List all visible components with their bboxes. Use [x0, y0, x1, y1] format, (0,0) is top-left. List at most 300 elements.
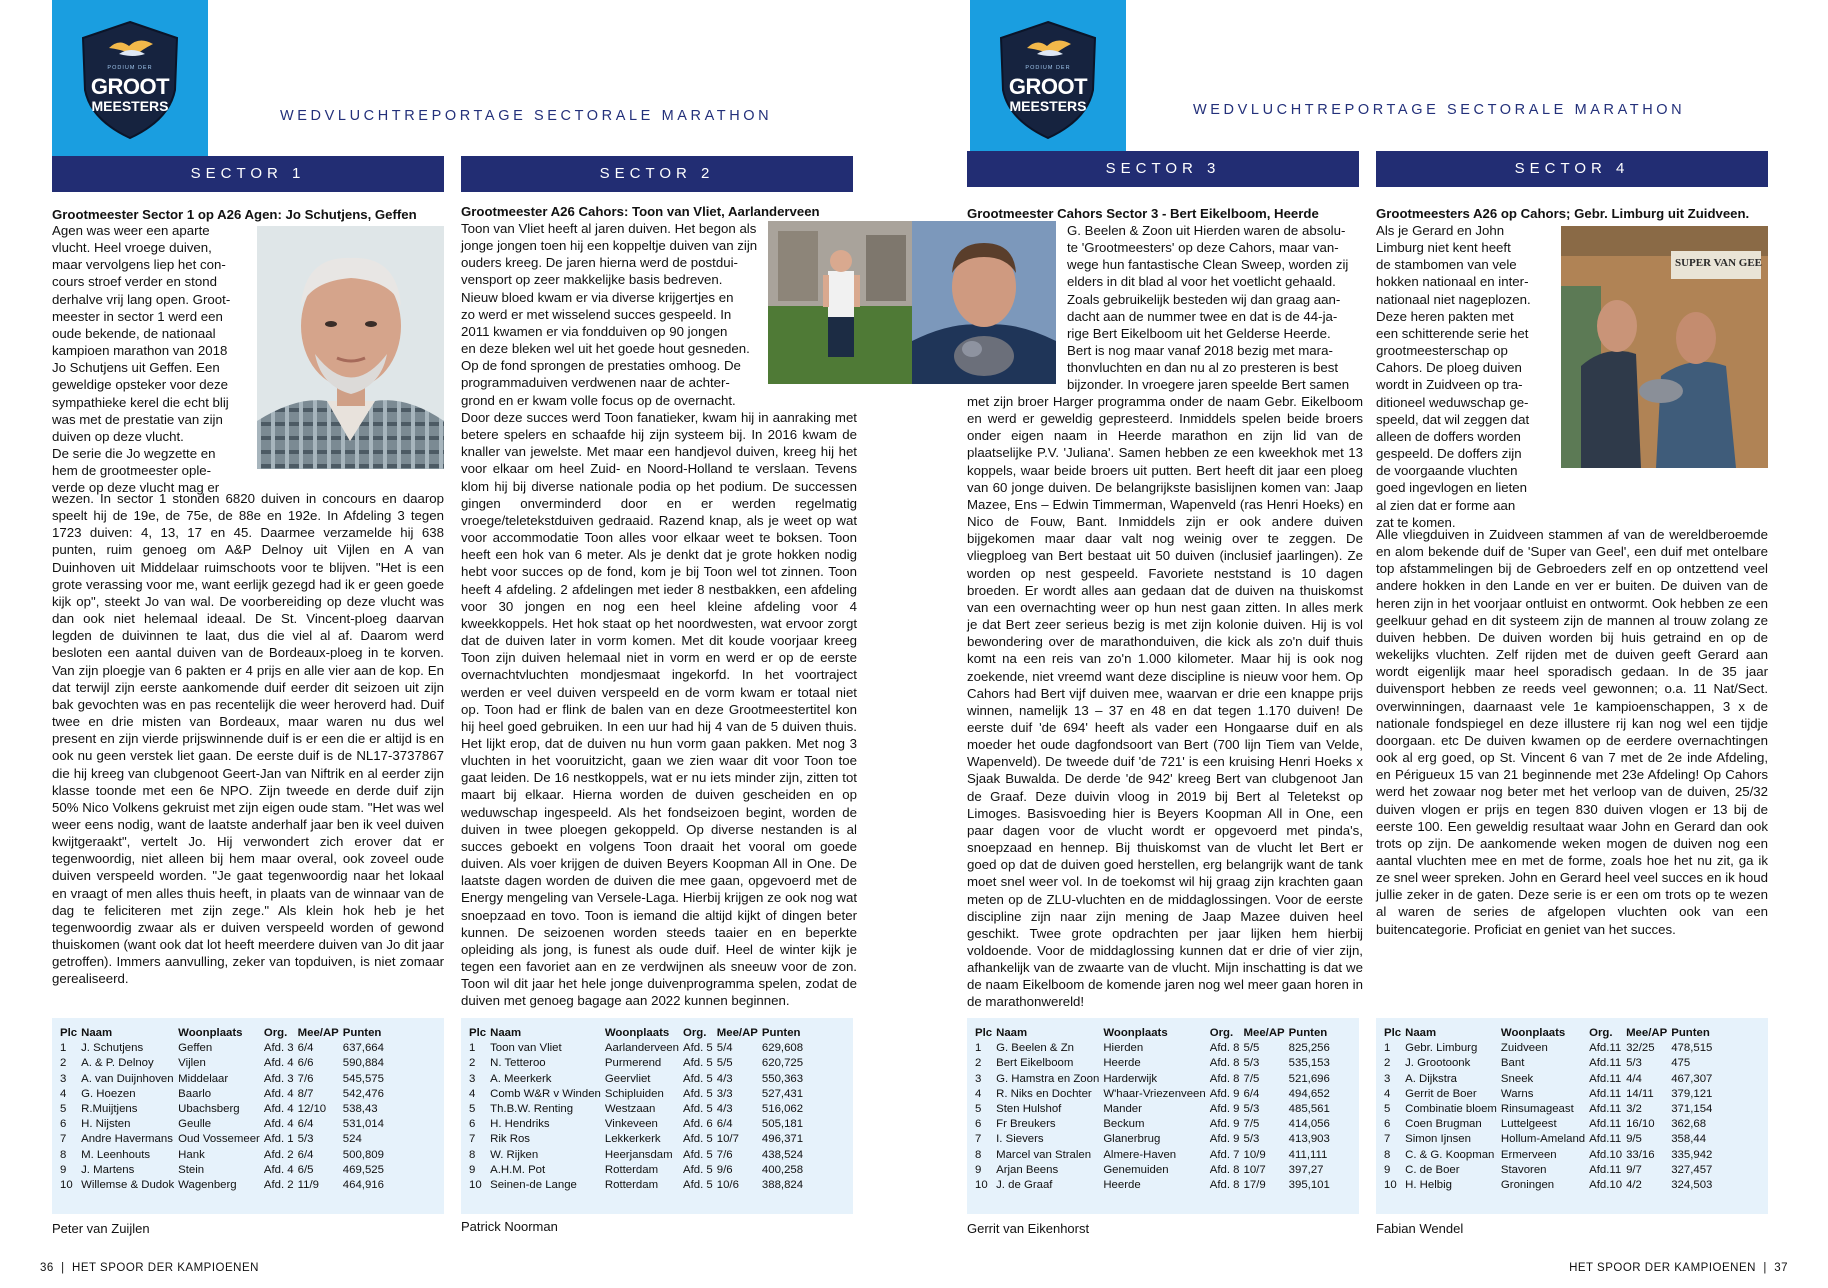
- sector-1-title: Grootmeester Sector 1 op A26 Agen: Jo Schutjens, Geffen: [52, 207, 417, 222]
- table-cell: 5/3: [297, 1133, 314, 1146]
- table-cell: Vijlen: [178, 1057, 206, 1070]
- table-cell: Seinen-de Lange: [490, 1179, 577, 1192]
- table-row: [975, 1178, 1334, 1193]
- table-cell: R.Muijtjens: [81, 1103, 138, 1116]
- column-header: Naam: [490, 1027, 522, 1039]
- table-cell: Ermerveen: [1500, 1148, 1557, 1161]
- table-row: [1384, 1072, 1716, 1087]
- table-cell: Hierden: [1103, 1042, 1144, 1055]
- table-cell: 7/6: [716, 1148, 733, 1161]
- table-cell: 12/10: [297, 1103, 327, 1116]
- table-cell: 5/5: [1243, 1042, 1260, 1055]
- table-cell: 590,884: [342, 1057, 384, 1070]
- table-cell: 10: [60, 1179, 73, 1192]
- table-cell: 32/25: [1626, 1042, 1655, 1055]
- table-cell: 395,101: [1288, 1179, 1330, 1192]
- intro-line: De serie die Jo wegzette en: [52, 446, 216, 462]
- intro-line: Jo Schutjens uit Geffen. Een: [52, 360, 220, 376]
- table-cell: Afd. 5: [682, 1057, 713, 1070]
- intro-line: wordt in Zuidveen op tra-: [1376, 377, 1523, 393]
- table-row: [975, 1041, 1334, 1056]
- results-table: [975, 1026, 1334, 1193]
- photo-sign-text: SUPER VAN GEE: [1675, 257, 1763, 269]
- table-cell: 6/5: [297, 1163, 314, 1176]
- column-header: Org.: [682, 1027, 707, 1039]
- table-cell: Afd.11: [1589, 1118, 1622, 1131]
- table-cell: Afd. 4: [263, 1118, 294, 1131]
- table-cell: 9: [975, 1163, 982, 1176]
- table-row: [60, 1132, 388, 1147]
- table-cell: Ubachsberg: [178, 1103, 240, 1116]
- table-cell: 6: [469, 1118, 476, 1131]
- table-cell: 4: [469, 1087, 476, 1100]
- table-row: [469, 1148, 807, 1163]
- table-header-row: [975, 1026, 1334, 1041]
- sector-4-intro: [1376, 222, 1556, 531]
- table-row: [469, 1178, 807, 1193]
- column-header: Punten: [1671, 1027, 1710, 1039]
- column-header: Mee/AP: [716, 1027, 758, 1039]
- table-cell: 6: [1384, 1118, 1391, 1131]
- table-row: [60, 1056, 388, 1071]
- column-header: Org.: [1589, 1027, 1613, 1039]
- column-header: Woonplaats: [1500, 1027, 1566, 1039]
- table-cell: Almere-Haven: [1103, 1148, 1177, 1161]
- table-cell: 7: [1384, 1133, 1391, 1146]
- table-cell: 8: [975, 1148, 982, 1161]
- table-cell: Rik Ros: [490, 1133, 530, 1146]
- table-cell: 3: [60, 1072, 67, 1085]
- sector-4-body: Alle vliegduiven in Zuidveen stammen af van de wereldberoemde en alom bekende duif de 'Super van Geel', een duif met ontelbare top afstammelingen bij de Gebroeders zelf en op ontzettend veel andere hokken in den Lande en ver er buiten. De duiven van de heren zijn in het voorjaar ontluist en ontwormt. Ook hebben ze een geelkuur gehad en dit systeem zijn de mannen al trouw zolang ze duiven hebben. De duiven worden bij huis getraind en op de wekelijks vluchten. Zelf rijden met de duiven geeft Gerard aan wordt eigenlijk maar heel sporadisch gedaan. In de 35 jaar duivensport hebben ze reeds veel gewonnen; o.a. 11 Nat/Sect. overwinningen, daarnaast vele 1e kampioenschappen, 3 x de nationale fondspiegel en deze illustere rij kan nog wel een tijdje doorgaan. etc De duiven kwamen op de eerdere overnachtingen ook al erg goed, op St. Vincent 6 van 7 met de 2e inde Afdeling, en Périgueux 15 van 21 beginnende met 23e Afdeling! Op Cahors werd het zowaar nog beter met het verloop van de duiven, 25/32 duiven vlogen er prijs en tegen 830 duiven vlogen er 13 bij de eerste 100. Een geweldig resultaat waar John en Gerard dan ook trots op zijn. De aankomende weken mogen de duiven nog een aantal vluchten mee en met de forme, zoals hoe het nu zit, ga ik ze snel weer spreken. John en Gerard heel veel succes en ik houd jullie zeker in de gaten. Deze serie is er een om trots op te wezen al waren de series de afgelopen vluchten ook van een buitencategorie. Proficiat en geniet van het succes.: [1376, 527, 1768, 937]
- sector-3-body: met zijn broer Harger programma onder de naam Gebr. Eikelboom en werd er geweldig gepresteerd. Inmiddels spelen beide broers onder eigen naam in Heerde marathon en zijn lid van de plaatselijke P.V. 'Juliana'. Samen hebben ze een kweekhok met 13 koppels, waar beide broers uit putten. Bert heeft dit jaar een ploeg van 60 jonge duiven. De belangrijkste basislijnen komen van: Jaap Mazee, Ens – Edwin Timmerman, Wapenveld (ras Henri Hoeks) en Nico de Fouw, Bant. Inmiddels zijn er ook andere duiven bijgekomen maar daar valt nog weinig over te zeggen. De vliegploeg van Bert bestaat uit 50 duiven (inclusief jaarlingen). Ze worden op nest gespeeld. Favoriete neststand is 10 dagen broeden. Er wordt alles aan gedaan dat de duiven na thuiskomst van een overnachting weer op hun nest gaan zitten. In alles merk je dat Bert zeer serieus bezig is met zijn kolonie duiven. Hij is vol bewondering over de marathonduiven, die kick als zo'n duif thuis komt na een reis van zo'n 1.000 kilometer. Maar hij is ook nog zoekende, niet vreemd want deze discipline is nieuw voor hem. Op Cahors had Bert vijf duiven mee, waarvan er drie een knappe prijs winnen, namelijk 13 – 37 en 48 en dat tegen 1.170 duiven! De eerste duif 'de 694' heeft als vader een Hongaarse duif en als moeder het oude dagfondsoort van Bert (700 lijn Tiem van Velde, Wapenveld). De tweede duif 'de 721' is een kruising Henri Hoeks x Sjaak Buwalda. De derde 'de 942' kreeg Bert van clubgenoot Jan de Graaf. Deze duivin vloog in 2019 bij Bert al Teletekst op Limoges. Basisvoeding hier is Beyers Koopman All in One, een paar dagen voor de vlucht wordt er opgevoerd met pinda's, snoepzaad en hennep. Bij thuiskomst van de vlucht let Bert er goed op dat de duiven goed herstellen, erg belangrijk want de tank moet snel weer vol. In de toekomst wil hij graag zijn krachten gaan meten op de ZLU-vluchten en de middaglossingen. Voor de eerste discipline zijn naar zijn mening de Jaap Mazee duiven heel geschikt. Twee grote opdrachten per jaar lijken hem hierbij voldoende. Voor de middaglossing kunnen dat er drie of vier zijn, afhankelijk van de zwaarte van de vlucht. Mijn inschatting is dat we de naam Eikelboom de komende jaren nog wel meer gaan horen in de marathonwereld!: [967, 394, 1363, 1010]
- table-cell: 4/4: [1626, 1072, 1642, 1085]
- table-cell: Purmerend: [604, 1057, 662, 1070]
- column-header: Mee/AP: [297, 1027, 339, 1039]
- table-cell: A. & P. Delnoy: [81, 1057, 154, 1070]
- table-row: [60, 1178, 388, 1193]
- table-cell: 379,121: [1671, 1087, 1713, 1100]
- table-row: [469, 1041, 807, 1056]
- table-cell: Harderwijk: [1103, 1072, 1158, 1085]
- table-row: [469, 1117, 807, 1132]
- table-cell: Geervliet: [604, 1072, 651, 1085]
- table-cell: J. de Graaf: [996, 1179, 1053, 1192]
- table-cell: 7/5: [1243, 1118, 1260, 1131]
- intro-line: een schitterende serie het: [1376, 325, 1529, 341]
- table-cell: Rotterdam: [604, 1163, 659, 1176]
- table-cell: A. Meerkerk: [490, 1072, 552, 1085]
- table-row: [1384, 1132, 1716, 1147]
- table-cell: 16/10: [1626, 1118, 1655, 1131]
- logo-text-line2: MEESTERS: [1009, 98, 1087, 114]
- logo-small-text: PODIUM DER: [107, 65, 153, 71]
- table-cell: Afd. 8: [1209, 1179, 1240, 1192]
- table-cell: H. Nijsten: [81, 1118, 131, 1131]
- intro-line: kampioen marathon van 2018: [52, 343, 228, 359]
- table-cell: 335,942: [1671, 1148, 1713, 1161]
- table-cell: Andre Havermans: [81, 1133, 173, 1146]
- table-cell: Stavoren: [1500, 1163, 1547, 1176]
- column-header: Woonplaats: [178, 1027, 243, 1039]
- table-cell: R. Niks en Dochter: [996, 1087, 1092, 1100]
- table-cell: Bant: [1500, 1057, 1525, 1070]
- table-cell: I. Sievers: [996, 1133, 1044, 1146]
- table-cell: Groningen: [1500, 1179, 1555, 1192]
- table-row: [975, 1056, 1334, 1071]
- intro-line: grond en er kwam volle focus op de overnacht.: [461, 392, 736, 408]
- table-row: [1384, 1117, 1716, 1132]
- table-cell: Sten Hulshof: [996, 1103, 1062, 1116]
- table-cell: W'haar-Vriezenveen: [1103, 1087, 1206, 1100]
- sector-3-author: Gerrit van Eikenhorst: [967, 1221, 1090, 1236]
- table-cell: 505,181: [761, 1118, 804, 1131]
- intro-line: Deze heren pakten met: [1376, 308, 1514, 324]
- table-cell: 2: [975, 1057, 982, 1070]
- header-title-left: WEDVLUCHTREPORTAGE SECTORALE MARATHON: [280, 108, 773, 124]
- intro-line: gespeeld. De doffers zijn: [1376, 446, 1522, 462]
- table-row: [60, 1102, 388, 1117]
- intro-line: ditioneel weduwschap ge-: [1376, 394, 1529, 410]
- table-row: [60, 1117, 388, 1132]
- table-cell: Afd. 9: [1209, 1087, 1240, 1100]
- table-cell: M. Leenhouts: [81, 1148, 151, 1161]
- table-cell: 6/4: [297, 1042, 314, 1055]
- sector-2-results: [461, 1018, 853, 1214]
- table-cell: 467,307: [1671, 1072, 1713, 1085]
- table-row: [60, 1041, 388, 1056]
- table-cell: W. Rijken: [490, 1148, 539, 1161]
- table-row: [975, 1072, 1334, 1087]
- logo-text-line1: GROOT: [1008, 74, 1088, 99]
- table-cell: Westzaan: [604, 1103, 656, 1116]
- photo-gebr-limburg: [1561, 226, 1768, 468]
- table-cell: 7: [469, 1133, 476, 1146]
- table-cell: J. Grootoonk: [1405, 1057, 1471, 1070]
- table-cell: 475: [1671, 1057, 1691, 1070]
- table-row: [975, 1102, 1334, 1117]
- table-row: [469, 1163, 807, 1178]
- table-cell: Afd.11: [1589, 1072, 1622, 1085]
- table-header-row: [469, 1026, 807, 1041]
- table-cell: 6/6: [297, 1057, 314, 1070]
- column-header: Naam: [996, 1027, 1028, 1039]
- table-cell: Heerjansdam: [604, 1148, 673, 1161]
- column-header: Mee/AP: [1626, 1027, 1668, 1039]
- table-cell: Afd. 5: [682, 1087, 713, 1100]
- table-cell: 535,153: [1288, 1057, 1330, 1070]
- table-row: [1384, 1041, 1716, 1056]
- table-cell: 6/4: [1243, 1087, 1260, 1100]
- table-cell: Afd. 8: [1209, 1057, 1240, 1070]
- table-cell: 545,575: [342, 1072, 384, 1085]
- table-cell: 464,916: [342, 1179, 384, 1192]
- intro-line: wege hun fantastische Clean Sweep, worden zij: [1067, 257, 1349, 273]
- table-cell: Afd. 5: [682, 1179, 713, 1192]
- intro-line: goed ingevlogen en lieten: [1376, 480, 1528, 496]
- table-cell: 10/6: [716, 1179, 739, 1192]
- column-header: Plc: [1384, 1027, 1402, 1039]
- column-header: Punten: [342, 1027, 382, 1039]
- table-cell: Zuidveen: [1500, 1042, 1548, 1055]
- intro-line: hokken nationaal en inter-: [1376, 274, 1529, 290]
- table-cell: 413,903: [1288, 1133, 1330, 1146]
- intro-line: Zoals gebruikelijk besteden wij dan graag aan-: [1067, 291, 1341, 307]
- table-cell: Afd.10: [1589, 1179, 1623, 1192]
- intro-line: Bert is nog maar vanaf 2018 bezig met mara-: [1067, 343, 1333, 359]
- photo-toon-van-vliet-loft: [768, 221, 912, 384]
- table-cell: 5/3: [1243, 1133, 1260, 1146]
- table-cell: Wagenberg: [178, 1179, 237, 1192]
- table-cell: Simon Ijnsen: [1405, 1133, 1471, 1146]
- sector-4-results: [1376, 1018, 1768, 1214]
- table-cell: 5/5: [716, 1057, 733, 1070]
- column-header: Naam: [1405, 1027, 1437, 1039]
- table-cell: 10: [1384, 1179, 1397, 1192]
- table-cell: 1: [1384, 1042, 1391, 1055]
- table-cell: 2: [1384, 1057, 1391, 1070]
- logo-text-line1: GROOT: [90, 74, 170, 99]
- table-cell: Afd.10: [1589, 1148, 1623, 1161]
- column-header: Org.: [263, 1027, 288, 1039]
- intro-line: Agen was weer een aparte: [52, 223, 210, 238]
- table-cell: Afd. 2: [263, 1179, 294, 1192]
- intro-line: maar vervolgens liep het con-: [52, 257, 226, 273]
- sector-4-author: Fabian Wendel: [1376, 1221, 1464, 1236]
- table-cell: 2: [469, 1057, 476, 1070]
- table-cell: Afd. 4: [263, 1087, 294, 1100]
- table-cell: 1: [60, 1042, 67, 1055]
- table-row: [1384, 1102, 1716, 1117]
- intro-line: Toon van Vliet heeft al jaren duiven. Het begon als: [461, 221, 757, 236]
- table-row: [1384, 1163, 1716, 1178]
- table-cell: Geffen: [178, 1042, 213, 1055]
- table-cell: Luttelgeest: [1500, 1118, 1557, 1131]
- table-cell: A. Dijkstra: [1405, 1072, 1458, 1085]
- table-cell: Stein: [178, 1163, 205, 1176]
- column-header: Naam: [81, 1027, 113, 1039]
- sector-1-results: [52, 1018, 444, 1214]
- table-cell: 6: [975, 1118, 982, 1131]
- table-cell: Coen Brugman: [1405, 1118, 1482, 1131]
- table-row: [60, 1087, 388, 1102]
- column-header: Org.: [1209, 1027, 1234, 1039]
- column-header: Woonplaats: [604, 1027, 670, 1039]
- table-cell: 3: [1384, 1072, 1391, 1085]
- intro-line: elders in dit blad al voor het voetlicht gehaald.: [1067, 274, 1336, 290]
- table-cell: Baarlo: [178, 1087, 212, 1100]
- table-row: [1384, 1056, 1716, 1071]
- table-cell: 6/4: [716, 1118, 733, 1131]
- table-cell: 550,363: [761, 1072, 804, 1085]
- table-cell: 538,43: [342, 1103, 378, 1116]
- table-cell: Afd. 8: [1209, 1072, 1240, 1085]
- table-cell: Afd. 5: [682, 1148, 713, 1161]
- table-cell: 10: [469, 1179, 482, 1192]
- results-table: [1384, 1026, 1716, 1193]
- table-cell: Middelaar: [178, 1072, 229, 1085]
- table-cell: 388,824: [761, 1179, 804, 1192]
- column-header: Mee/AP: [1243, 1027, 1285, 1039]
- intro-line: zo werd er met wisselend succes gespeeld. In: [461, 306, 732, 322]
- table-cell: 9/7: [1626, 1163, 1642, 1176]
- table-cell: Th.B.W. Renting: [490, 1103, 574, 1116]
- table-cell: Afd.11: [1589, 1103, 1622, 1116]
- table-cell: 521,696: [1288, 1072, 1330, 1085]
- table-cell: 524: [342, 1133, 362, 1146]
- table-cell: Hollum-Ameland: [1500, 1133, 1586, 1146]
- table-cell: Afd. 4: [263, 1057, 294, 1070]
- intro-line: oude bekende, de nationaal: [52, 325, 216, 341]
- table-row: [469, 1072, 807, 1087]
- table-cell: Arjan Beens: [996, 1163, 1059, 1176]
- table-cell: 8/7: [297, 1087, 314, 1100]
- table-cell: H. Helbig: [1405, 1179, 1452, 1192]
- table-cell: 1: [975, 1042, 982, 1055]
- table-cell: 362,68: [1671, 1118, 1707, 1131]
- table-cell: Afd. 3: [263, 1042, 294, 1055]
- table-cell: 4/2: [1626, 1179, 1642, 1192]
- sector-1-bar: SECTOR 1: [52, 156, 444, 192]
- table-cell: G. Hoezen: [81, 1087, 136, 1100]
- table-cell: 9/5: [1626, 1133, 1642, 1146]
- table-row: [975, 1087, 1334, 1102]
- table-cell: Warns: [1500, 1087, 1534, 1100]
- sector-4-title: Grootmeesters A26 op Cahors; Gebr. Limburg uit Zuidveen.: [1376, 206, 1750, 221]
- table-row: [1384, 1148, 1716, 1163]
- table-cell: Afd. 2: [263, 1148, 294, 1161]
- table-cell: 527,431: [761, 1087, 804, 1100]
- table-cell: 371,154: [1671, 1103, 1713, 1116]
- intro-line: de stambomen van vele: [1376, 257, 1517, 273]
- table-cell: 516,062: [761, 1103, 804, 1116]
- table-cell: 414,056: [1288, 1118, 1330, 1131]
- table-cell: Mander: [1103, 1103, 1142, 1116]
- table-cell: 7: [975, 1133, 982, 1146]
- sector-3-title: Grootmeester Cahors Sector 3 - Bert Eikelboom, Heerde: [967, 206, 1319, 221]
- intro-line: duiven op deze vlucht.: [52, 428, 184, 444]
- sector-2-author: Patrick Noorman: [461, 1219, 558, 1234]
- table-cell: 324,503: [1671, 1179, 1713, 1192]
- table-cell: 8: [60, 1148, 67, 1161]
- table-row: [1384, 1087, 1716, 1102]
- table-cell: 496,371: [761, 1133, 804, 1146]
- table-cell: 3/3: [716, 1087, 733, 1100]
- table-cell: Hank: [178, 1148, 205, 1161]
- column-header: Plc: [469, 1027, 487, 1039]
- table-cell: 8: [1384, 1148, 1391, 1161]
- sector-3-bar: SECTOR 3: [967, 151, 1359, 187]
- sector-2-title: Grootmeester A26 Cahors: Toon van Vliet, Aarlanderveen: [461, 204, 820, 219]
- intro-line: Op de fond sprongen de prestaties omhoog. De: [461, 358, 741, 374]
- table-cell: 5: [1384, 1103, 1391, 1116]
- column-header: Plc: [975, 1027, 993, 1039]
- table-cell: J. Martens: [81, 1163, 135, 1176]
- table-cell: 4: [1384, 1087, 1391, 1100]
- table-cell: Afd. 5: [682, 1103, 713, 1116]
- table-cell: Glanerbrug: [1103, 1133, 1161, 1146]
- table-cell: 17/9: [1243, 1179, 1266, 1192]
- table-cell: 5/4: [716, 1042, 733, 1055]
- table-cell: Fr Breukers: [996, 1118, 1056, 1131]
- table-cell: 500,809: [342, 1148, 384, 1161]
- logo-small-text: PODIUM DER: [1025, 65, 1071, 71]
- intro-line: speeld, dat wil zeggen dat: [1376, 411, 1530, 427]
- sector-4-bar: SECTOR 4: [1376, 151, 1768, 187]
- table-cell: 10/9: [1243, 1148, 1266, 1161]
- table-cell: 4: [975, 1087, 982, 1100]
- intro-line: programmaduiven verdwenen naar de achter-: [461, 375, 730, 391]
- table-cell: 14/11: [1626, 1087, 1654, 1100]
- table-cell: 4/3: [716, 1072, 733, 1085]
- table-cell: 531,014: [342, 1118, 384, 1131]
- column-header: Punten: [761, 1027, 801, 1039]
- intro-line: al zien dat er forme aan: [1376, 497, 1516, 513]
- intro-line: te 'Grootmeesters' op deze Cahors, maar van-: [1067, 240, 1339, 256]
- table-cell: A. van Duijnhoven: [81, 1072, 174, 1085]
- table-cell: 825,256: [1288, 1042, 1330, 1055]
- table-cell: N. Tetteroo: [490, 1057, 546, 1070]
- table-cell: J. Schutjens: [81, 1042, 144, 1055]
- table-cell: 637,664: [342, 1042, 384, 1055]
- sector-3-results: [967, 1018, 1359, 1214]
- intro-line: derhalve vrij lang open. Groot-: [52, 291, 231, 307]
- table-cell: Marcel van Stralen: [996, 1148, 1092, 1161]
- table-cell: Comb W&R v Winden: [490, 1087, 601, 1100]
- table-cell: 5: [975, 1103, 982, 1116]
- table-cell: 4/3: [716, 1103, 733, 1116]
- intro-line: sympathieke kerel die echt blij: [52, 394, 229, 410]
- table-header-row: [1384, 1026, 1716, 1041]
- table-cell: Afd. 5: [682, 1072, 713, 1085]
- table-cell: C. de Boer: [1405, 1163, 1460, 1176]
- table-cell: C. & G. Koopman: [1405, 1148, 1495, 1161]
- table-cell: Geulle: [178, 1118, 212, 1131]
- table-cell: Afd. 3: [263, 1072, 294, 1085]
- table-row: [1384, 1178, 1716, 1193]
- table-cell: Afd.11: [1589, 1163, 1622, 1176]
- table-cell: Heerde: [1103, 1057, 1141, 1070]
- sector-3-intro: [1067, 222, 1363, 394]
- table-cell: Afd. 1: [263, 1133, 294, 1146]
- intro-line: jonge jongen toen hij een koppeltje duiven van zijn: [461, 238, 758, 254]
- table-cell: 411,111: [1288, 1148, 1328, 1161]
- table-cell: 9/6: [716, 1163, 733, 1176]
- table-row: [975, 1163, 1334, 1178]
- table-cell: 485,561: [1288, 1103, 1330, 1116]
- results-table: [469, 1026, 807, 1193]
- table-cell: 469,525: [342, 1163, 384, 1176]
- table-cell: 5/3: [1626, 1057, 1642, 1070]
- header-title-right: WEDVLUCHTREPORTAGE SECTORALE MARATHON: [1193, 102, 1686, 118]
- table-row: [469, 1087, 807, 1102]
- table-cell: Schipluiden: [604, 1087, 664, 1100]
- logo-text-line2: MEESTERS: [91, 98, 169, 114]
- logo-right: [970, 0, 1126, 156]
- table-cell: Afd. 5: [682, 1042, 713, 1055]
- table-cell: 7/5: [1243, 1072, 1260, 1085]
- table-cell: Afd. 9: [1209, 1118, 1240, 1131]
- column-header: Plc: [60, 1027, 78, 1039]
- table-cell: 2: [60, 1057, 67, 1070]
- sector-1-author: Peter van Zuijlen: [52, 1221, 150, 1236]
- intro-line: geweldige opsteker voor deze: [52, 377, 229, 393]
- table-cell: Afd.11: [1589, 1057, 1622, 1070]
- intro-line: thonvluchten en dan nu al zo presteren is best: [1067, 360, 1339, 376]
- table-cell: G. Beelen & Zn: [996, 1042, 1074, 1055]
- table-cell: 5: [469, 1103, 476, 1116]
- sector-2-body: Door deze succes werd Toon fanatieker, kwam hij in aanraking met betere spelers en schaafde hij zijn systeem bij. In 2016 kwam de knaller van jewelste. Met maar een handjevol duiven, kreeg hij het voor elkaar om heel Zuid- en Noord-Holland te verslaan. Tevens klom hij bij diverse nationale podia op het podium. De successen gingen onverminderd door en er werden regelmatig vroege/teletekstduiven gedraaid. Razend knap, als je weet op wat voor accommodatie Toon alles voor elkaar weet te boksen. Toon heeft een hok van 6 meter. Als je denkt dat je grote hokken nodig hebt voor succes op de fond, kom je bij Toon wel tot zinnen. Toon heeft 4 afdeling. 2 afdelingen met ieder 8 nestbakken, een afdeling voor 30 jongen en nog een heel kleine afdeling voor 4 kweekkoppels. Het hok staat op het noordwesten, wat ervoor zorgt dat de duiven later in vorm komen. Met dit koude voorjaar kreeg Toon zijn duiven helemaal niet in vorm en werd er op de eerste overnachtvluchten mondjesmaat ingekorfd. In het voortraject werden er veel duiven verspeeld en de vorm kwam er totaal niet op. Toon had er flink de balen van en deze Grootmeestertitel kon hij heel goed gebruiken. In een uur had hij 4 van de 5 duiven thuis. Het lijkt erop, dat de duiven nu hun vorm gaan pakken. Met nog 3 vluchten in het vooruitzicht, gaan we zien waar dit voor Toon toe gaat leiden. De 16 nestkoppels, wat er nu iets minder zijn, zitten tot maart bij elkaar. Hierna worden de duiven gescheiden en op weduwschap ingespeeld. Als het fondseizoen begint, worden de duiven in twee ploegen gekoppeld. Op diverse nestanden is al succes geboekt en volgens Toon draait het vooral om goede duiven. Als voer krijgen de duiven Beyers Koopman All in One. De laatste dagen worden de duiven die mee gaan, opgevoerd met de Energy mengeling van Versele-Laga. Hierbij krijgen ze ook nog wat snoepzaad en tovo. Toon is iemand die altijd kijkt of dingen beter kunnen. De seizoenen worden steeds taaier en en beperkte opleiding als jong, is funest als oude duif. Heel de winter kijk je tegen een favoriet aan en ze verdwijnen als sneeuw voor de zon. Toon wil dit jaar het hele jonge duivenprogramma spelen, zodat de duiven met genoeg bagage aan 2022 kunnen beginnen.: [461, 410, 857, 1009]
- table-cell: Afd. 4: [263, 1103, 294, 1116]
